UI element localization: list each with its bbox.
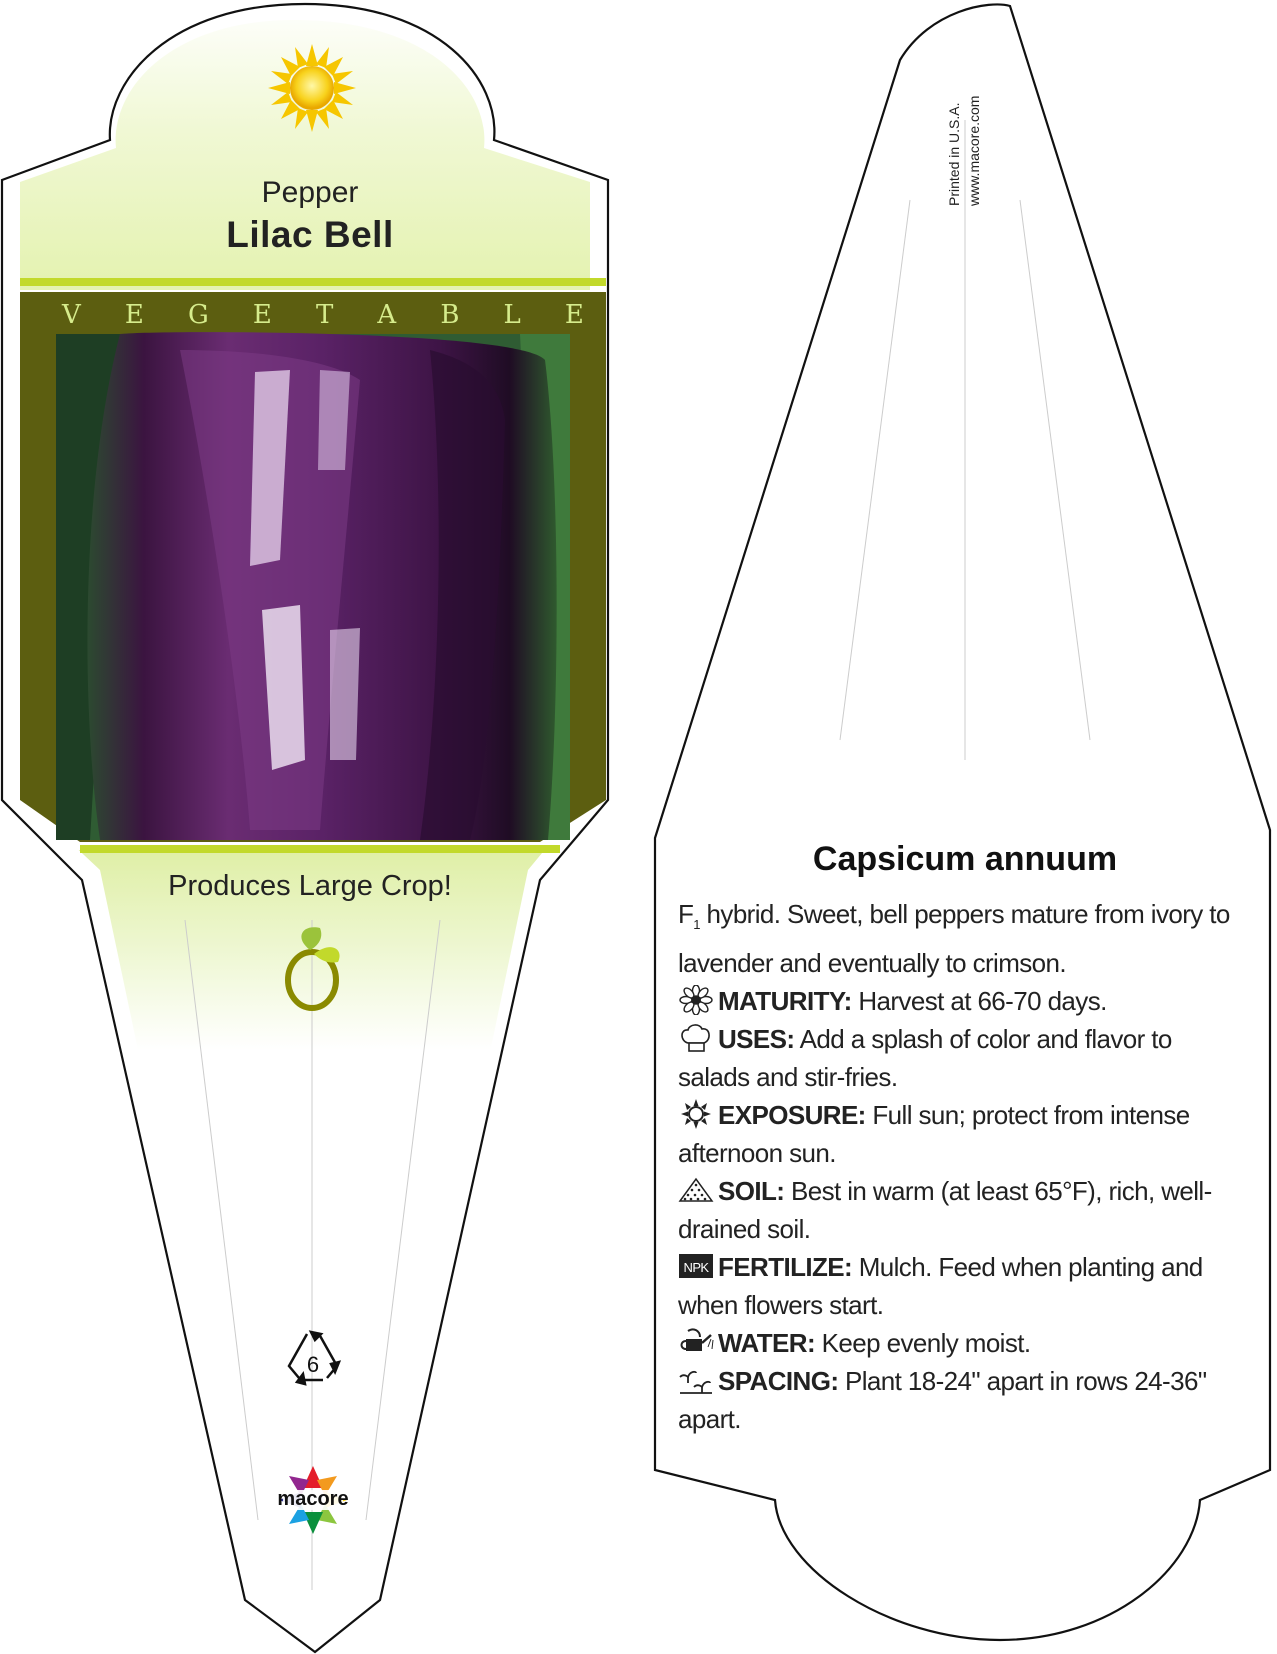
category-letter: G xyxy=(187,300,211,330)
botanical-name: Capsicum annuum xyxy=(812,840,1118,878)
common-name: Pepper xyxy=(261,176,359,209)
care-text: Full sun; protect from intense afternoon sun. xyxy=(678,1100,1190,1169)
care-text: Harvest at 66-70 days. xyxy=(851,986,1107,1017)
npk-icon xyxy=(678,1251,714,1281)
category-letter: E xyxy=(564,300,586,330)
care-label: SPACING: xyxy=(718,1366,839,1397)
full-sun-icon xyxy=(268,44,356,132)
care-label: FERTILIZE: xyxy=(718,1252,853,1283)
care-spacing xyxy=(678,1362,1248,1438)
care-label: USES: xyxy=(718,1024,795,1055)
care-fertilize xyxy=(678,1248,1248,1324)
category-letter: V xyxy=(62,300,83,330)
intro-text xyxy=(678,895,1248,982)
flower-icon xyxy=(678,985,714,1015)
soil-icon xyxy=(678,1175,714,1205)
printer-info xyxy=(946,50,986,220)
care-text: Mulch. Feed when planting and when flowers start. xyxy=(678,1252,1203,1321)
care-text: Best in warm (at least 65°F), rich, well-drained soil. xyxy=(678,1176,1212,1245)
care-exposure xyxy=(678,1096,1248,1172)
printed-in: Printed in U.S.A. xyxy=(946,102,962,206)
category-label xyxy=(20,300,606,334)
care-label: WATER: xyxy=(718,1328,816,1359)
chef-hat-icon xyxy=(678,1023,714,1053)
category-letter: E xyxy=(124,300,146,330)
care-text: Keep evenly moist. xyxy=(815,1328,1031,1359)
tagline: Produces Large Crop! xyxy=(168,870,452,902)
care-soil xyxy=(678,1172,1248,1248)
npk-label: NPK xyxy=(683,1260,709,1276)
care-instructions xyxy=(678,895,1248,1438)
care-label: MATURITY: xyxy=(718,986,852,1017)
recycle-number: 6 xyxy=(306,1352,320,1377)
care-text: Add a splash of color and flavor to salads and stir-fries. xyxy=(678,1024,1172,1093)
care-maturity xyxy=(678,982,1248,1020)
spacing-icon xyxy=(678,1365,714,1395)
variety-name: Lilac Bell xyxy=(226,214,394,255)
pepper-photo xyxy=(56,332,570,840)
hybrid-subscript: 1 xyxy=(693,917,700,933)
sun-icon xyxy=(678,1099,714,1129)
category-letter: T xyxy=(315,300,336,330)
care-label: EXPOSURE: xyxy=(718,1100,866,1131)
category-letter: E xyxy=(252,300,274,330)
care-text: Plant 18-24" apart in rows 24-36" apart. xyxy=(678,1366,1207,1435)
website: www.macore.com xyxy=(966,95,982,206)
watering-can-icon xyxy=(678,1327,714,1357)
care-uses xyxy=(678,1020,1248,1096)
brand-logo-text: macore xyxy=(277,1488,349,1510)
intro-body: hybrid. Sweet, bell peppers mature from ivory to lavender and eventually to crimson. xyxy=(678,899,1230,979)
category-letter: A xyxy=(377,300,399,330)
care-label: SOIL: xyxy=(718,1176,785,1207)
hybrid-prefix: F xyxy=(678,899,694,929)
care-water xyxy=(678,1324,1248,1362)
category-letter: L xyxy=(503,300,523,330)
category-letter: B xyxy=(440,300,462,330)
